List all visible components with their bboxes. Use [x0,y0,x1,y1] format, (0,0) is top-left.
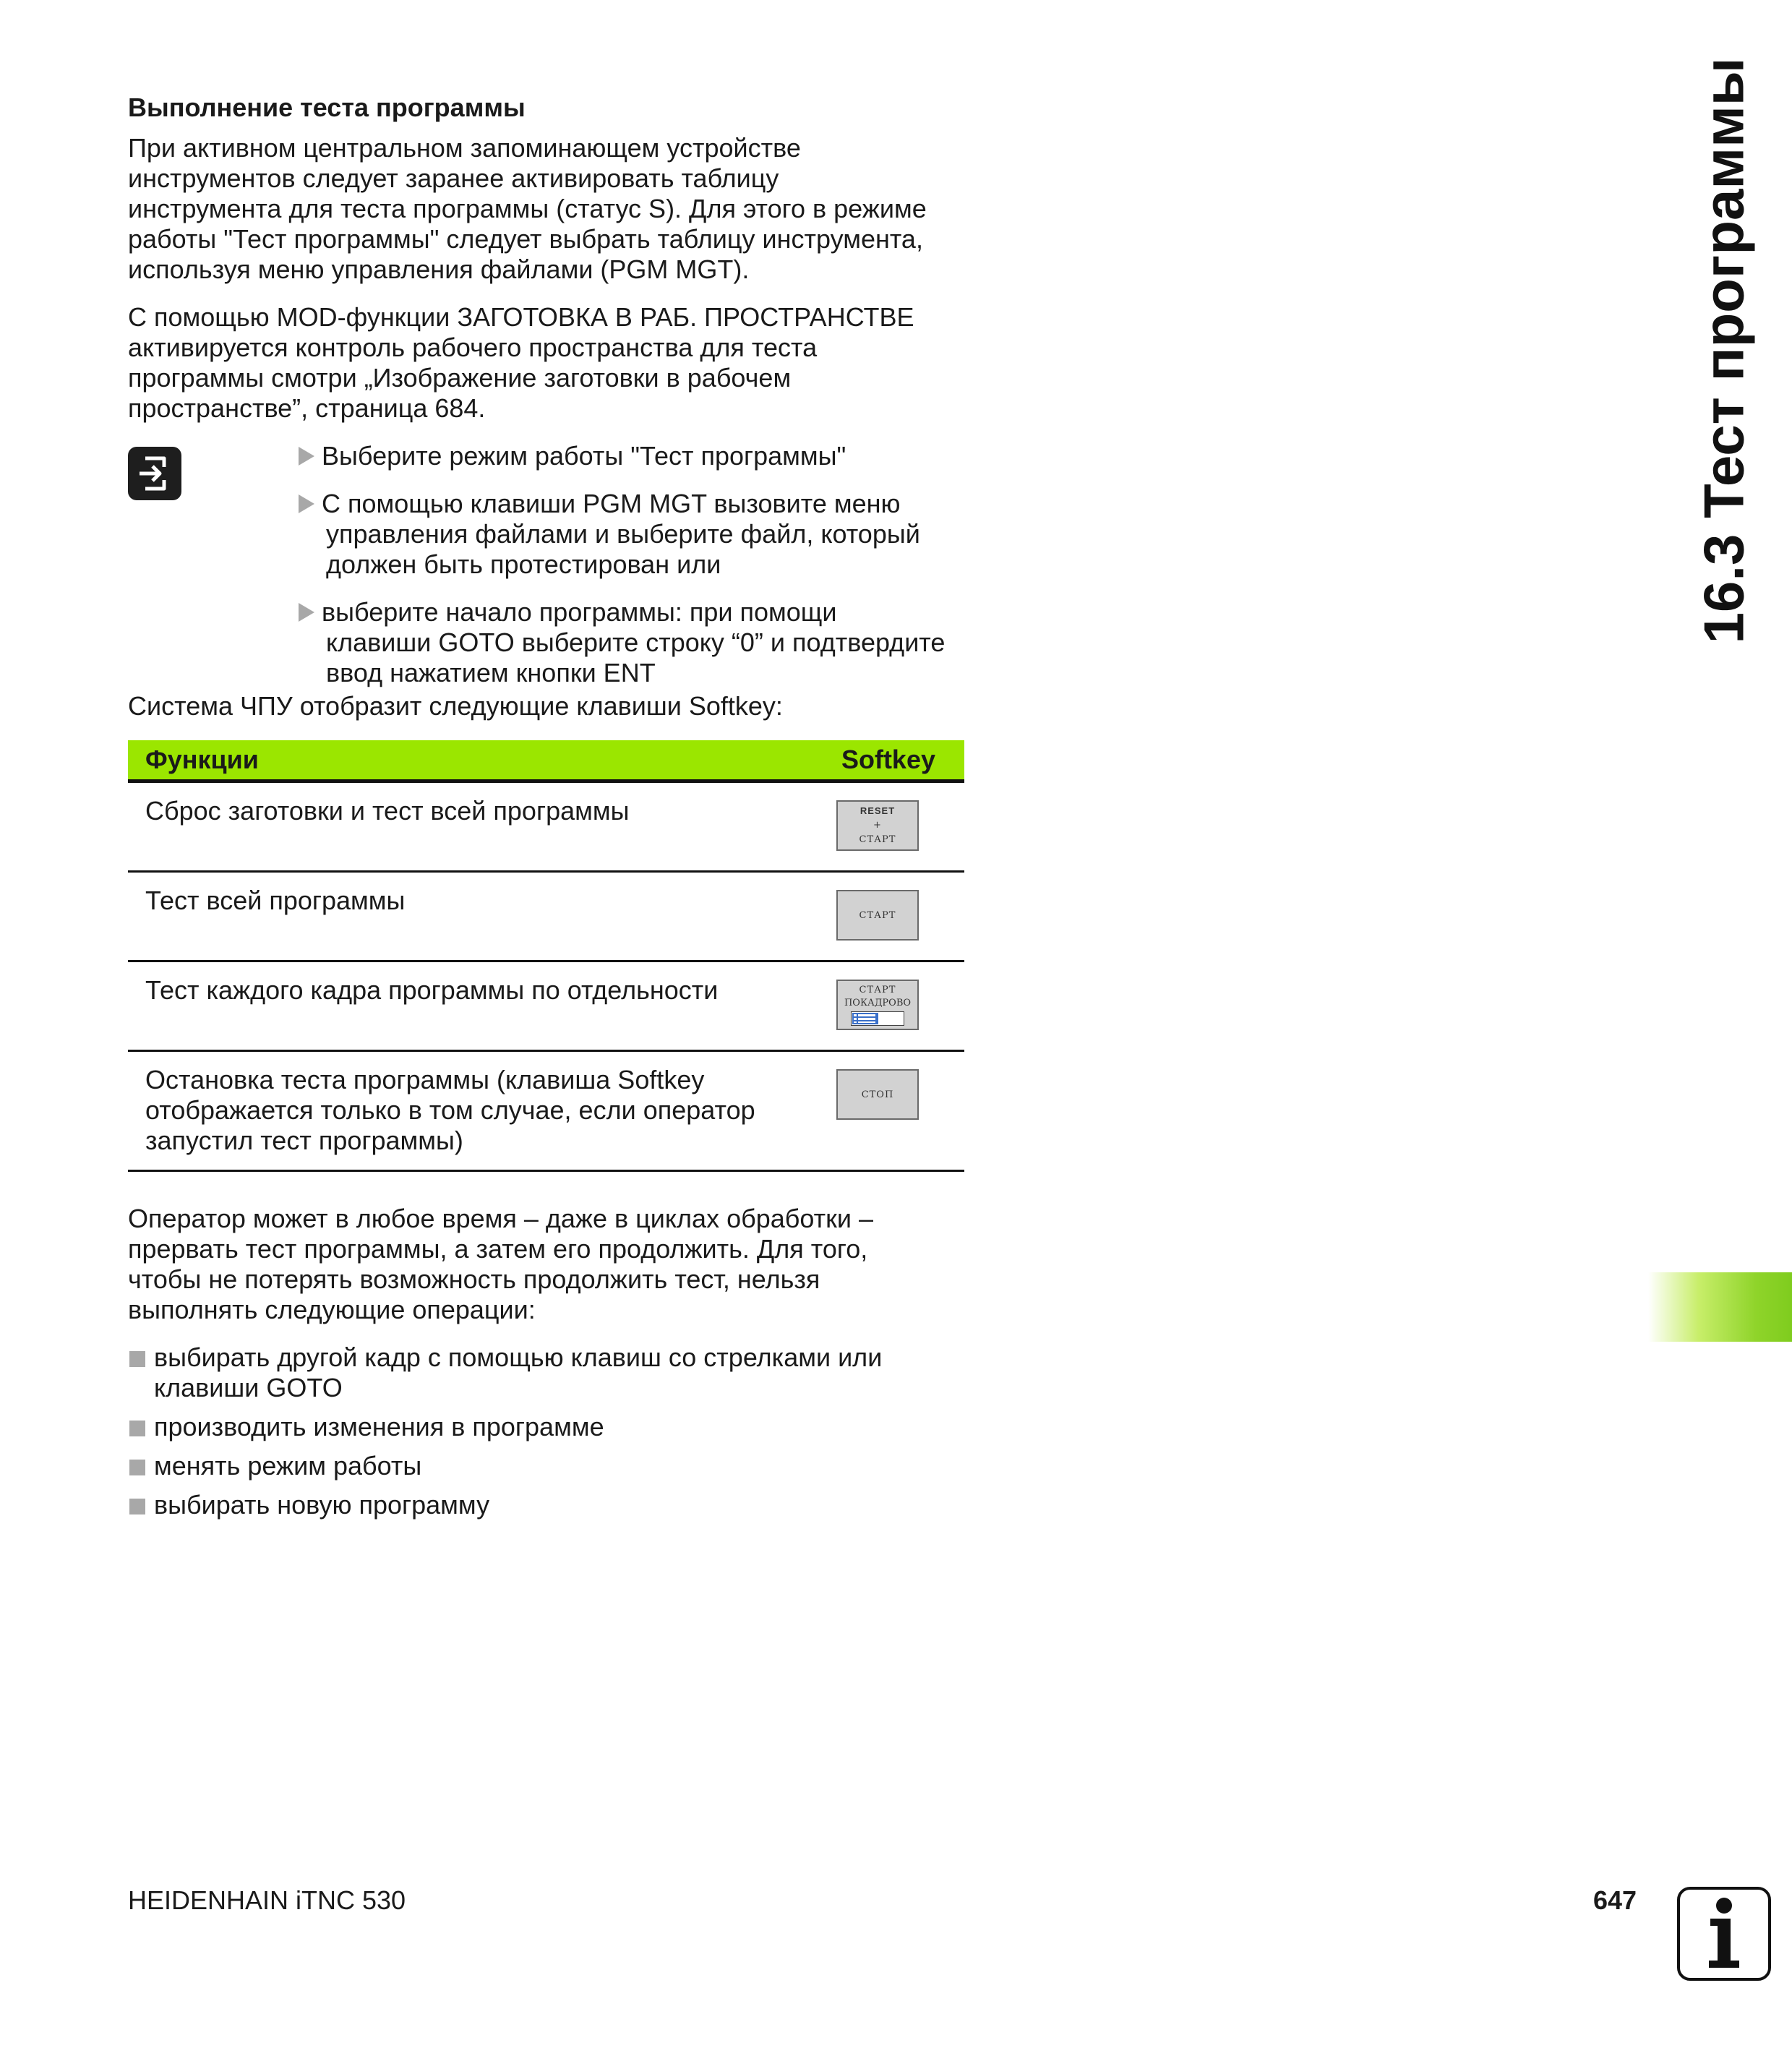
header-function: Функции [145,745,259,774]
text-line: выбирать новую программу [154,1490,490,1520]
info-icon [1677,1887,1771,1981]
table-row [128,783,964,873]
step-text: ввод нажатием кнопки ENT [326,658,656,687]
paragraph-interrupt [128,1204,959,1325]
header-softkey: Softkey [841,745,935,774]
softkey-label: СТАРТ [859,910,896,921]
text-line: Сброс заготовки и тест всей программы [145,796,630,826]
text-line: работы "Тест программы" следует выбрать таблицу инструмента, [128,224,923,254]
list-item [128,1451,959,1481]
row-description [145,886,405,916]
list-item [128,1490,959,1520]
step-item [299,441,846,471]
footer-product-name: HEIDENHAIN iTNC 530 [128,1885,406,1915]
softkey-label: ПОКАДРОВО [844,998,912,1008]
table-row [128,962,964,1052]
page-content [128,93,959,1529]
step-text: Выберите режим работы "Тест программы" [322,441,846,471]
softkey-label: СТОП [861,1089,894,1100]
step-text: должен быть протестирован или [326,549,721,579]
bullet-square-icon [129,1499,145,1514]
row-description [145,796,630,826]
step-arrow-icon [299,494,314,513]
text-line: Тест всей программы [145,886,406,915]
softkey-label: RESET [859,805,896,816]
softkey-intro: Система ЧПУ отобразит следующие клавиши Softkey: [128,691,783,721]
start-softkey[interactable] [836,890,919,941]
step-text: выберите начало программы: при помощи [322,597,837,627]
bullet-square-icon [129,1460,145,1475]
softkey-label: + [873,820,882,831]
single-block-icon [851,1011,904,1026]
paragraph-tool-table [128,133,959,285]
text-line: менять режим работы [154,1451,422,1481]
table-header [128,740,964,783]
text-line: клавиши GOTO [154,1373,343,1402]
text-line: пространстве”, страница 684. [128,393,486,423]
text-line: При активном центральном запоминающем устройстве [128,133,801,163]
step-arrow-icon [299,447,314,466]
start-single-block-softkey[interactable] [836,980,919,1030]
text-line: производить изменения в программе [154,1412,604,1441]
step-text: С помощью клавиши PGM MGT вызовите меню [322,489,901,518]
softkey-label: СТАРТ [859,834,896,845]
text-line: прервать тест программы, а затем его продолжить. Для того, [128,1234,868,1264]
text-line: Оператор может в любое время – даже в циклах обработки – [128,1204,873,1233]
table-row [128,873,964,962]
page-number: 647 [1593,1885,1637,1915]
list-item [128,1342,959,1403]
bullet-square-icon [129,1421,145,1436]
text-line: активируется контроль рабочего пространства для теста [128,333,818,362]
chapter-side-title [1684,57,1764,644]
text-line: используя меню управления файлами (PGM MGT). [128,254,750,284]
program-test-mode-icon [128,447,181,500]
bullet-square-icon [129,1351,145,1367]
text-line: инструмента для теста программы (статус S). Для этого в режиме [128,194,927,223]
text-line: С помощью MOD-функции ЗАГОТОВКА В РАБ. ПРОСТРАНСТВЕ [128,302,914,332]
text-line: Тест каждого кадра программы по отдельности [145,975,719,1005]
text-line: отображается только в том случае, если оператор [145,1095,755,1125]
table-row [128,1052,964,1172]
step-item [299,489,920,580]
softkey-table [128,740,964,1172]
text-line: выбирать другой кадр с помощью клавиш со стрелками или [154,1342,883,1372]
text-line: выполнять следующие операции: [128,1295,536,1324]
step-arrow-icon [299,603,314,622]
stop-softkey[interactable] [836,1069,919,1120]
text-line: Остановка теста программы (клавиша Softkey [145,1065,705,1094]
reset-start-softkey[interactable] [836,800,919,851]
step-text: клавиши GOTO выберите строку “0” и подтвердите [326,627,946,657]
section-heading: Выполнение теста программы [128,93,526,122]
step-text: управления файлами и выберите файл, который [326,519,920,549]
text-line: программы смотри „Изображение заготовки в рабочем [128,363,792,393]
forbidden-operations-list [128,1342,959,1520]
row-description [145,975,718,1006]
text-line: инструментов следует заранее активировать таблицу [128,163,779,193]
chapter-tab-marker [1648,1272,1792,1342]
step-item [299,597,945,688]
text-line: чтобы не потерять возможность продолжить тест, нельзя [128,1264,820,1294]
text-line: запустил тест программы) [145,1126,463,1155]
list-item [128,1412,959,1442]
paragraph-workspace-monitoring [128,302,959,424]
procedure-steps [128,441,959,687]
softkey-label: СТАРТ [859,985,896,995]
chapter-title-text: 16.3 Тест программы [1692,57,1756,644]
row-description [145,1065,755,1156]
